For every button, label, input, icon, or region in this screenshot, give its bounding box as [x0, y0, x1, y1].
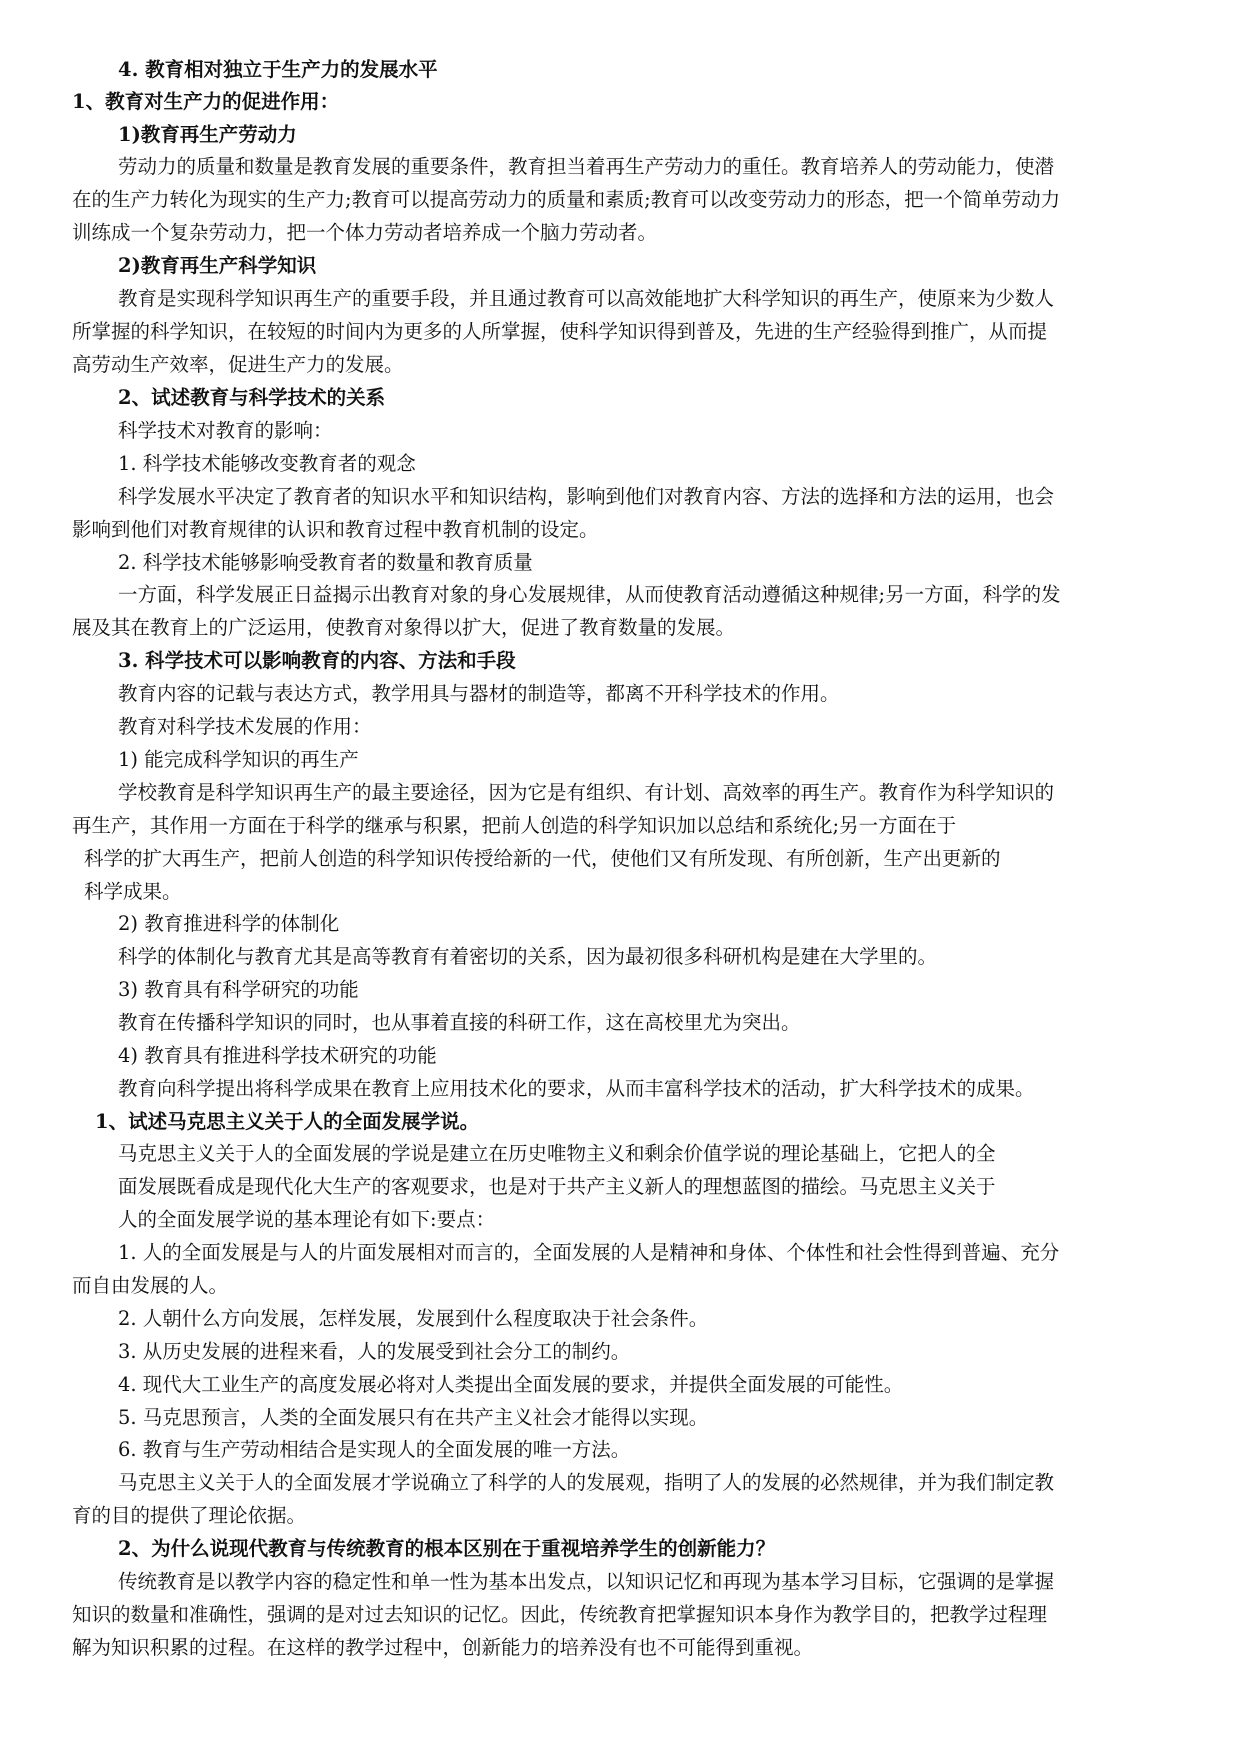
text-line: 教育内容的记载与表达方式，教学用具与器材的制造等，都离不开科学技术的作用。: [118, 682, 840, 705]
text-line: 4. 现代大工业生产的高度发展必将对人类提出全面发展的要求，并提供全面发展的可能性。: [118, 1373, 904, 1396]
text-line: 学校教育是科学知识再生产的最主要途径，因为它是有组织、有计划、高效率的再生产。教育作为科学知识的: [118, 781, 1055, 804]
text-line: 3. 从历史发展的进程来看，人的发展受到社会分工的制约。: [118, 1340, 631, 1363]
text-line: 训练成一个复杂劳动力，把一个体力劳动者培养成一个脑力劳动者。: [72, 221, 658, 244]
text-line: 教育是实现科学知识再生产的重要手段，并且通过教育可以高效能地扩大科学知识的再生产，使原来为少数人: [118, 287, 1055, 310]
text-line: 科学发展水平决定了教育者的知识水平和知识结构，影响到他们对教育内容、方法的选择和方法的运用，也会: [118, 485, 1055, 508]
text-line: 教育对科学技术发展的作用：: [118, 715, 372, 738]
text-line: 影响到他们对教育规律的认识和教育过程中教育机制的设定。: [72, 518, 599, 541]
text-line: 一方面，科学发展正日益揭示出教育对象的身心发展规律，从而使教育活动遵循这种规律;另一方面，科学的发: [118, 583, 1061, 606]
text-line: 教育向科学提出将科学成果在教育上应用技术化的要求，从而丰富科学技术的活动，扩大科学技术的成果。: [118, 1077, 1035, 1100]
text-line: 6. 教育与生产劳动相结合是实现人的全面发展的唯一方法。: [118, 1438, 631, 1461]
text-line: 所掌握的科学知识，在较短的时间内为更多的人所掌握，使科学知识得到普及，先进的生产经验得到推广，从而提: [72, 320, 1048, 343]
text-line: 2) 教育推进科学的体制化: [118, 912, 340, 935]
section-heading: 2、为什么说现代教育与传统教育的根本区别在于重视培养学生的创新能力？: [118, 1537, 776, 1560]
text-line: 知识的数量和准确性，强调的是对过去知识的记忆。因此，传统教育把掌握知识本身作为教学目的，把教学过程理: [72, 1603, 1048, 1626]
text-line: 高劳动生产效率，促进生产力的发展。: [72, 353, 404, 376]
text-line: 3) 教育具有科学研究的功能: [118, 978, 359, 1001]
text-line: 2. 科学技术能够影响受教育者的数量和教育质量: [118, 551, 533, 574]
text-line: 在的生产力转化为现实的生产力;教育可以提高劳动力的质量和素质;教育可以改变劳动力的形态，把一个简单劳动力: [72, 188, 1061, 211]
text-line: 教育在传播科学知识的同时，也从事着直接的科研工作，这在高校里尤为突出。: [118, 1011, 801, 1034]
section-heading: 4. 教育相对独立于生产力的发展水平: [118, 58, 438, 81]
text-line: 再生产，其作用一方面在于科学的继承与积累，把前人创造的科学知识加以总结和系统化;另一方面在于: [72, 814, 957, 837]
text-line: 1) 能完成科学知识的再生产: [118, 748, 359, 771]
text-line: 传统教育是以教学内容的稳定性和单一性为基本出发点，以知识记忆和再现为基本学习目标，它强调的是掌握: [118, 1570, 1055, 1593]
text-line: 4) 教育具有推进科学技术研究的功能: [118, 1044, 437, 1067]
text-line: 解为知识积累的过程。在这样的教学过程中，创新能力的培养没有也不可能得到重视。: [72, 1636, 814, 1659]
text-line: 2. 人朝什么方向发展，怎样发展，发展到什么程度取决于社会条件。: [118, 1307, 709, 1330]
text-line: 科学成果。: [84, 880, 182, 903]
text-line: 展及其在教育上的广泛运用，使教育对象得以扩大，促进了教育数量的发展。: [72, 616, 736, 639]
section-heading: 1)教育再生产劳动力: [118, 123, 297, 146]
text-line: 科学的体制化与教育尤其是高等教育有着密切的关系，因为最初很多科研机构是建在大学里的。: [118, 945, 938, 968]
text-line: 1. 人的全面发展是与人的片面发展相对而言的，全面发展的人是精神和身体、个体性和社会性得到普遍、充分: [118, 1241, 1060, 1264]
text-line: 劳动力的质量和数量是教育发展的重要条件，教育担当着再生产劳动力的重任。教育培养人的劳动能力，使潜: [118, 155, 1055, 178]
text-line: 1. 科学技术能够改变教育者的观念: [118, 452, 416, 475]
text-line: 科学的扩大再生产，把前人创造的科学知识传授给新的一代，使他们又有所发现、有所创新，生产出更新的: [84, 847, 1001, 870]
text-line: 马克思主义关于人的全面发展才学说确立了科学的人的发展观，指明了人的发展的必然规律，并为我们制定教: [118, 1471, 1055, 1494]
text-line: 面发展既看成是现代化大生产的客观要求，也是对于共产主义新人的理想蓝图的描绘。马克思主义关于: [118, 1175, 996, 1198]
text-line: 育的目的提供了理论依据。: [72, 1504, 307, 1527]
section-heading: 3. 科学技术可以影响教育的内容、方法和手段: [118, 649, 516, 672]
section-heading: 2)教育再生产科学知识: [118, 254, 317, 277]
text-line: 科学技术对教育的影响：: [118, 419, 333, 442]
text-line: 马克思主义关于人的全面发展的学说是建立在历史唯物主义和剩余价值学说的理论基础上，它把人的全: [118, 1142, 996, 1165]
section-heading: 2、试述教育与科学技术的关系: [118, 386, 386, 409]
text-line: 而自由发展的人。: [72, 1274, 229, 1297]
section-heading: 1、教育对生产力的促进作用：: [72, 90, 340, 113]
text-line: 人的全面发展学说的基本理论有如下:要点：: [118, 1208, 496, 1231]
section-heading: 1、试述马克思主义关于人的全面发展学说。: [95, 1110, 480, 1133]
text-line: 5. 马克思预言，人类的全面发展只有在共产主义社会才能得以实现。: [118, 1406, 709, 1429]
